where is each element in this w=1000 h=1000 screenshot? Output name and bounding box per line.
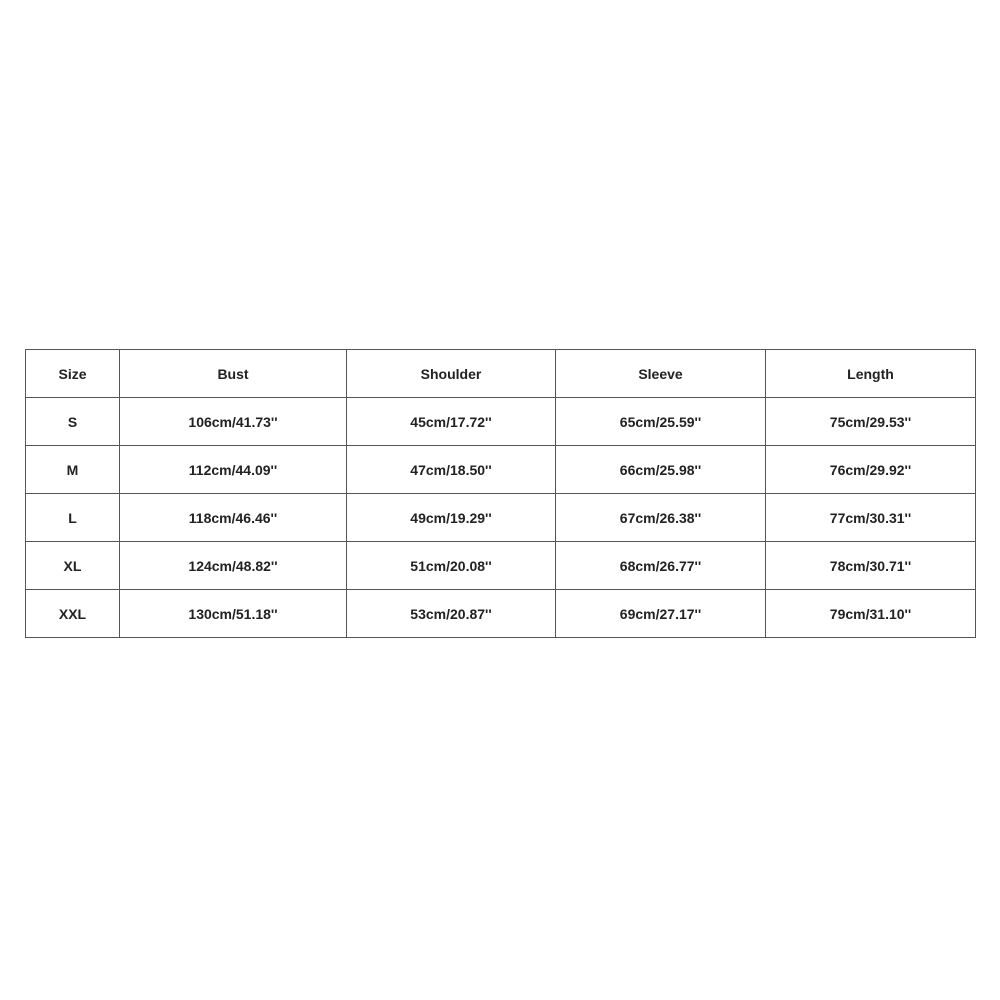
size-chart-table	[25, 349, 976, 638]
header-size: Size	[26, 350, 120, 398]
cell-shoulder: 49cm/19.29''	[347, 494, 556, 542]
cell-length: 75cm/29.53''	[766, 398, 976, 446]
cell-length: 79cm/31.10''	[766, 590, 976, 638]
cell-shoulder: 45cm/17.72''	[347, 398, 556, 446]
cell-length: 77cm/30.31''	[766, 494, 976, 542]
cell-size: L	[26, 494, 120, 542]
table-row	[26, 398, 976, 446]
cell-sleeve: 66cm/25.98''	[556, 446, 766, 494]
header-shoulder: Shoulder	[347, 350, 556, 398]
cell-bust: 118cm/46.46''	[120, 494, 347, 542]
header-bust: Bust	[120, 350, 347, 398]
header-length: Length	[766, 350, 976, 398]
cell-sleeve: 69cm/27.17''	[556, 590, 766, 638]
cell-sleeve: 65cm/25.59''	[556, 398, 766, 446]
cell-size: XL	[26, 542, 120, 590]
cell-size: M	[26, 446, 120, 494]
cell-length: 76cm/29.92''	[766, 446, 976, 494]
header-row	[26, 350, 976, 398]
cell-shoulder: 47cm/18.50''	[347, 446, 556, 494]
table-row	[26, 590, 976, 638]
cell-length: 78cm/30.71''	[766, 542, 976, 590]
table-row	[26, 494, 976, 542]
cell-size: XXL	[26, 590, 120, 638]
cell-bust: 112cm/44.09''	[120, 446, 347, 494]
table-row	[26, 446, 976, 494]
cell-bust: 130cm/51.18''	[120, 590, 347, 638]
cell-size: S	[26, 398, 120, 446]
cell-bust: 106cm/41.73''	[120, 398, 347, 446]
table-row	[26, 542, 976, 590]
header-sleeve: Sleeve	[556, 350, 766, 398]
cell-shoulder: 53cm/20.87''	[347, 590, 556, 638]
cell-bust: 124cm/48.82''	[120, 542, 347, 590]
cell-sleeve: 68cm/26.77''	[556, 542, 766, 590]
cell-shoulder: 51cm/20.08''	[347, 542, 556, 590]
cell-sleeve: 67cm/26.38''	[556, 494, 766, 542]
